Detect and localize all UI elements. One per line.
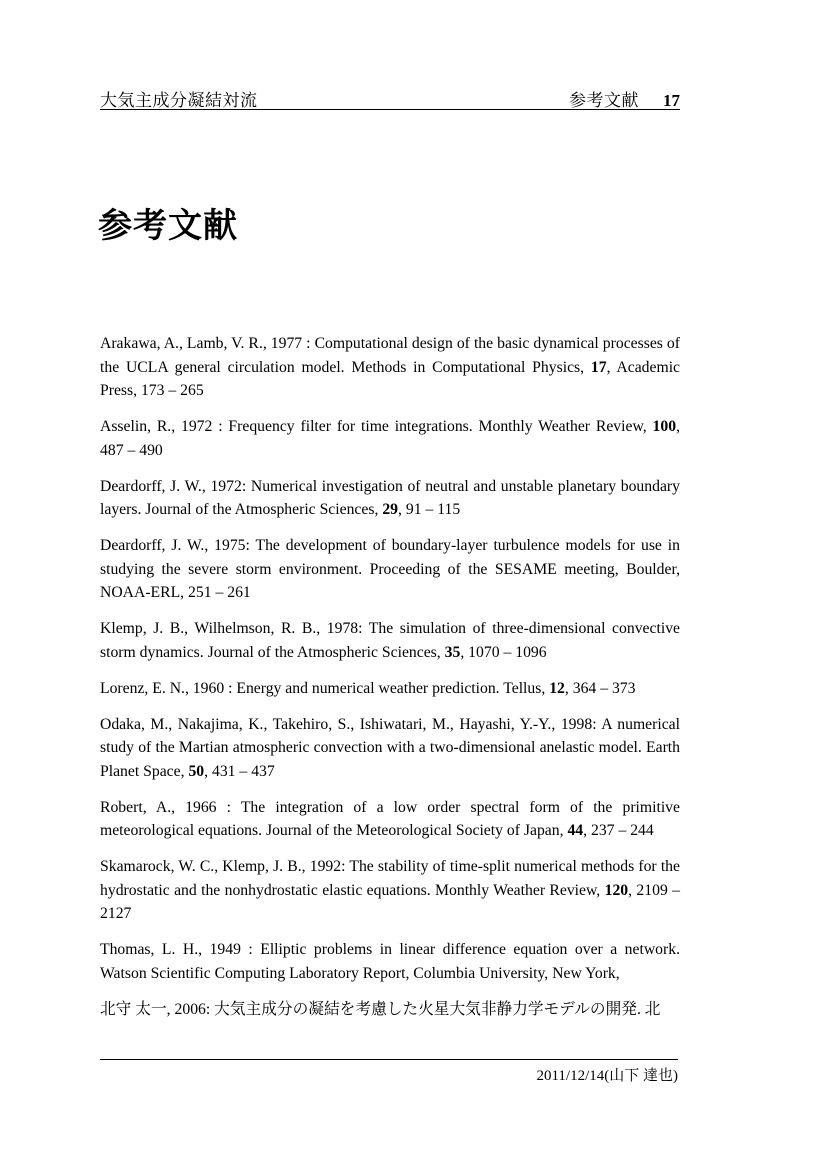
reference-volume-number: 50 xyxy=(188,762,205,780)
reference-item xyxy=(100,475,680,522)
reference-text: , 364 – 373 xyxy=(564,679,636,697)
reference-text: , 1070 – 1096 xyxy=(460,643,547,661)
reference-text: Odaka, M., Nakajima, K., Takehiro, S., Ishiwatari, M., Hayashi, Y.-Y., 1998: A numerical study of the Martian atmospheric convection with a two-dimensional anelastic model. Earth Planet Space, xyxy=(100,715,680,780)
reference-text: , 487 – 490 xyxy=(100,418,680,459)
reference-volume-number: 17 xyxy=(590,358,607,376)
reference-text: Thomas, L. H., 1949 : Elliptic problems in linear difference equation over a network. Watson Scientific Computing Laboratory Report, Columbia University, New York, xyxy=(100,941,680,982)
reference-volume-number: 12 xyxy=(549,679,565,697)
reference-item xyxy=(100,677,680,701)
reference-text: Asselin, R., 1972 : Frequency filter for time integrations. Monthly Weather Review, xyxy=(100,418,653,435)
references-list xyxy=(100,332,680,1034)
reference-item xyxy=(100,938,680,985)
reference-text: 北守 太一, 2006: 大気主成分の凝結を考慮した火星大気非静力学モデルの開発. 北 xyxy=(100,1000,661,1018)
header-running-title: 大気主成分凝結対流 xyxy=(100,91,258,110)
header-page-number: 17 xyxy=(663,91,680,110)
reference-text: Skamarock, W. C., Klemp, J. B., 1992: The stability of time-split numerical methods for the hydrostatic and the nonhydrostatic elastic equations. Monthly Weather Review, xyxy=(100,858,680,899)
reference-volume-number: 100 xyxy=(652,418,677,435)
reference-text: , 237 – 244 xyxy=(583,822,654,839)
reference-volume-number: 120 xyxy=(604,881,629,899)
reference-text: , 431 – 437 xyxy=(204,762,275,780)
reference-item xyxy=(100,332,680,403)
reference-text: Arakawa, A., Lamb, V. R., 1977 : Computational design of the basic dynamical processes of the UCLA general circulation model. Methods in Computational Physics, xyxy=(100,335,680,376)
header-rule xyxy=(100,109,680,110)
reference-text: , 2109 – 2127 xyxy=(100,881,680,922)
page-header xyxy=(100,86,680,111)
reference-text: , Academic Press, 173 – 265 xyxy=(100,358,681,399)
reference-item xyxy=(100,998,680,1022)
header-right-group xyxy=(569,86,680,111)
chapter-title: 参考文献 xyxy=(98,207,238,245)
reference-volume-number: 35 xyxy=(444,643,461,661)
reference-volume-number: 44 xyxy=(567,822,584,839)
reference-item xyxy=(100,713,680,784)
reference-text: Robert, A., 1966 : The integration of a low order spectral form of the primitive meteorological equations. Journal of the Meteorological Society of Japan, xyxy=(100,798,680,839)
footer-rule xyxy=(100,1059,678,1060)
reference-item xyxy=(100,617,680,664)
reference-volume-number: 29 xyxy=(382,501,398,518)
reference-item xyxy=(100,534,680,605)
reference-item xyxy=(100,415,680,462)
reference-text: Klemp, J. B., Wilhelmson, R. B., 1978: The simulation of three-dimensional convective storm dynamics. Journal of the Atmospheric Sciences, xyxy=(100,620,680,661)
header-section-label: 参考文献 xyxy=(569,91,639,110)
reference-text: , 91 – 115 xyxy=(398,501,461,518)
reference-text: Deardorff, J. W., 1975: The development of boundary-layer turbulence models for use in studying the severe storm environment. Proceeding of the SESAME meeting, Boulder, NOAA-ERL, 251 – 261 xyxy=(100,537,680,601)
reference-item xyxy=(100,796,680,843)
reference-text: Deardorff, J. W., 1972: Numerical investigation of neutral and unstable planetary boundary layers. Journal of the Atmospheric Sciences, xyxy=(100,477,680,518)
footer-date: 2011/12/14(山下 達也) xyxy=(536,1068,678,1084)
reference-text: Lorenz, E. N., 1960 : Energy and numerical weather prediction. Tellus, xyxy=(100,679,550,697)
reference-item xyxy=(100,855,680,926)
